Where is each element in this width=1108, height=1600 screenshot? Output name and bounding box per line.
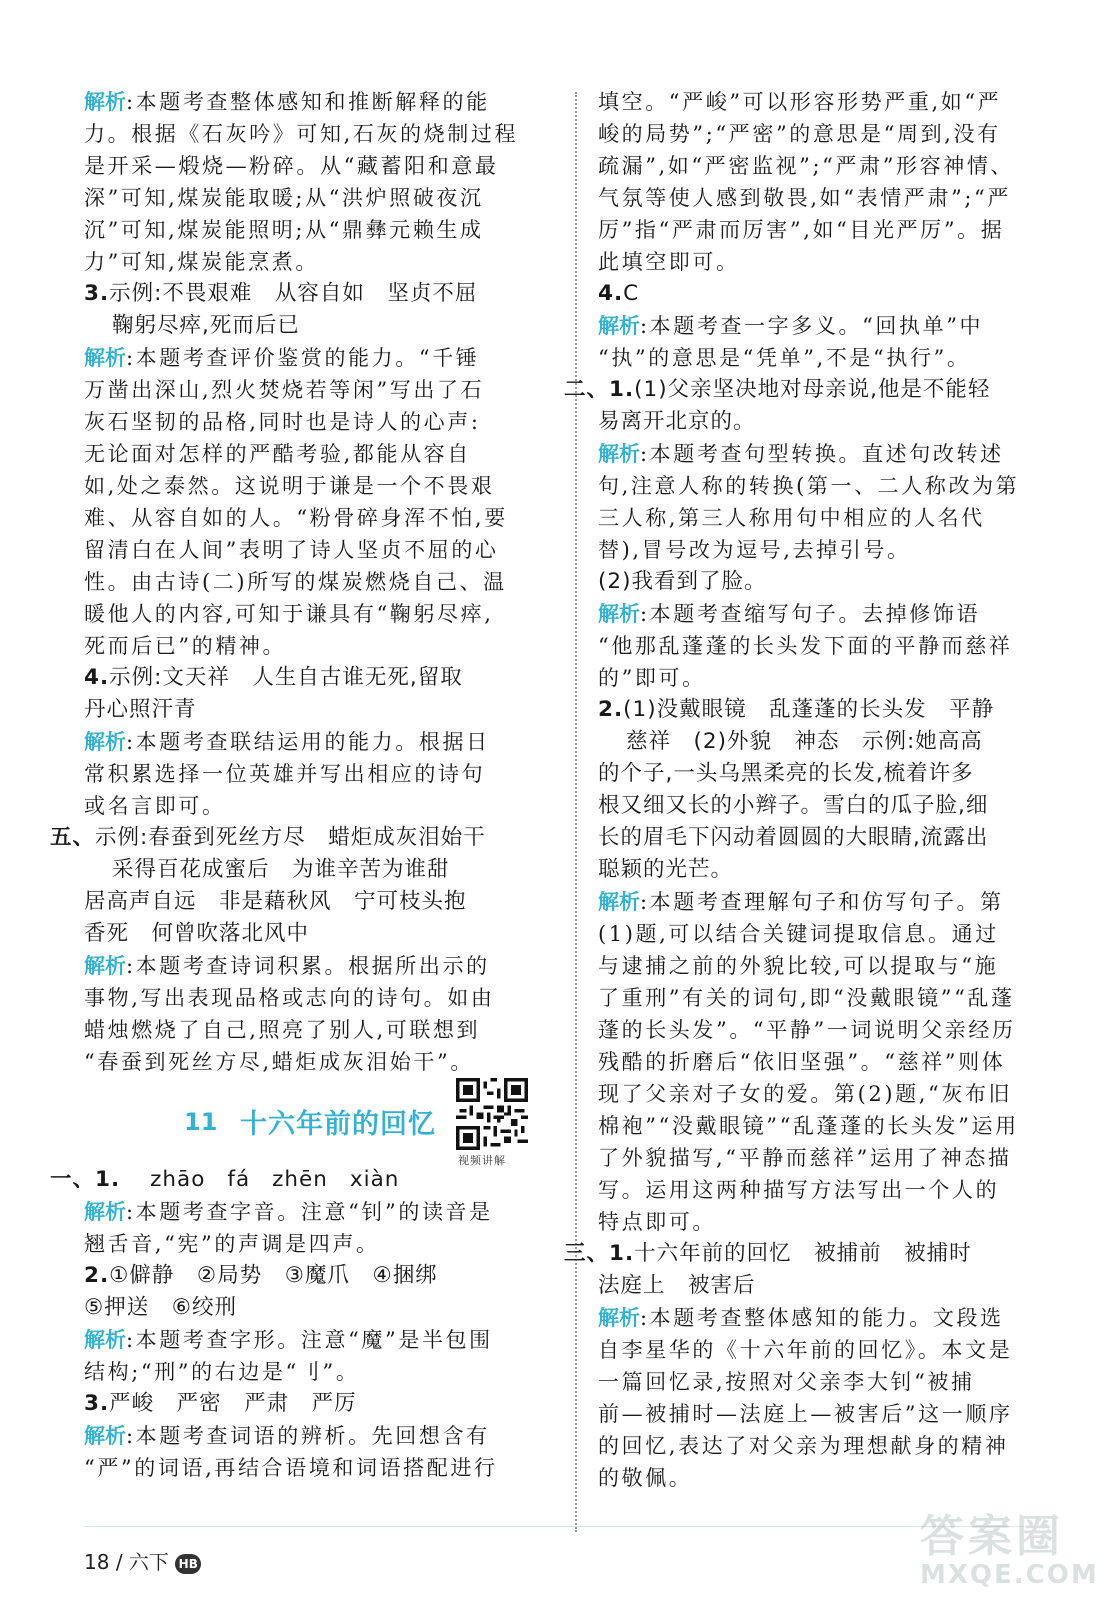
analysis-text: 现了父亲对子女的爱。第(2)题,“灰布旧 [598,1082,1013,1106]
footer-rule [84,1526,1024,1527]
analysis-text: :本题考查诗词积累。根据所出示的 [126,954,490,978]
item-number: 3. [84,1391,110,1416]
analysis-line [598,1366,1046,1398]
analysis-line [598,1110,1046,1142]
analysis-text: :本题考查整体感知的能力。文段选 [640,1306,1004,1330]
analysis-line [598,86,1046,118]
analysis-text: 的敬佩。 [598,1466,693,1490]
footer-separator: / [115,1550,123,1574]
answer-line [598,694,1046,726]
item-number: 二、1. [564,377,635,402]
watermark-text: 答案圈 [920,1511,1064,1562]
analysis-text: 与逮捕之前的外貌比较,可以提取与“施 [598,954,999,978]
analysis-line [84,1014,532,1046]
analysis-text: 深”可知,煤炭能取暖;从“洪炉照破夜沉 [84,186,484,210]
answer-text: 根又细又长的小辫子。雪白的瓜子脸,细 [598,793,989,818]
answer-text: ⑤押送 ⑥绞刑 [84,1295,238,1320]
answer-text: 十六年前的回忆 被捕前 被捕时 [634,1241,972,1266]
answer-line [84,1388,532,1420]
analysis-text: 万凿出深山,烈火焚烧若等闲”写出了石 [84,378,485,402]
analysis-line [84,1324,532,1356]
answer-line [84,886,532,918]
answer-text: 长的眉毛下闪动着圆圆的大眼睛,流露出 [598,825,989,850]
analysis-text: 厉”指“严肃而厉害”,如“目光严厉”。据 [598,218,1005,242]
watermark-logo [920,1500,1099,1590]
answer-text: 的个子,一头乌黑柔亮的长发,梳着许多 [598,761,974,786]
analysis-text: 灰石坚韧的品格,同时也是诗人的心声: [84,410,481,434]
analysis-text: 自李星华的《十六年前的回忆》。本文是 [598,1338,1013,1362]
analysis-text: 结构;“刑”的右边是“刂”。 [84,1360,360,1384]
analysis-tag: 解析 [598,602,640,626]
analysis-text: 性。由古诗(二)所写的煤炭燃烧自己、温 [84,570,507,594]
answer-line [598,758,1046,790]
analysis-text: 此填空即可。 [598,250,740,274]
pinyin-item: zhāo [150,1167,206,1192]
analysis-line [598,1078,1046,1110]
analysis-text: 翘舌音,“宪”的声调是四声。 [84,1232,380,1256]
analysis-line [598,630,1046,662]
analysis-line [598,1014,1046,1046]
analysis-line [84,598,532,630]
item-number: 2. [84,1263,110,1288]
analysis-line [598,502,1046,534]
answer-line [598,854,1046,886]
answer-line [50,822,532,854]
item-number: 三、1. [564,1241,635,1266]
analysis-text: 沉”可知,煤炭能照明;从“鼎彝元赖生成 [84,218,484,242]
analysis-text: 力。根据《石灰吟》可知,石灰的烧制过程 [84,122,519,146]
analysis-text: 死而后已”的精神。 [84,634,287,658]
analysis-line [84,342,532,374]
analysis-text: “他那乱蓬蓬的长头发下面的平静而慈祥 [598,634,1013,658]
analysis-text: 棉袍”“没戴眼镜”“乱蓬蓬的长头发”运用 [598,1114,1019,1138]
analysis-tag: 解析 [598,314,640,338]
lesson-number: 11 [184,1108,218,1136]
analysis-tag: 解析 [84,1200,126,1224]
answer-line [50,1164,532,1196]
analysis-line [84,1228,532,1260]
pinyin-item: fá [227,1167,251,1192]
item-number: 五、 [50,825,96,850]
analysis-line [598,118,1046,150]
analysis-text: 留清白在人间”表明了诗人坚贞不屈的心 [84,538,499,562]
analysis-tag: 解析 [84,1328,126,1352]
analysis-line [598,150,1046,182]
analysis-text: :本题考查句型转换。直述句改转述 [640,442,1004,466]
analysis-line [84,150,532,182]
analysis-tag: 解析 [84,954,126,978]
analysis-line [598,1142,1046,1174]
analysis-line [598,598,1046,630]
analysis-line [84,726,532,758]
analysis-line [84,1196,532,1228]
analysis-text: :本题考查联结运用的能力。根据日 [126,730,490,754]
analysis-text: 残酷的折磨后“依旧坚强”。“慈祥”则体 [598,1050,1006,1074]
answer-text: 慈祥 (2)外貌 神态 示例:她高高 [626,729,983,754]
analysis-tag: 解析 [84,90,126,114]
analysis-text: 的回忆,表达了对父亲为理想献身的精神 [598,1434,1009,1458]
analysis-text: 前—被捕时—法庭上—被害后”这一顺序 [598,1402,1013,1426]
analysis-tag: 解析 [598,890,640,914]
answer-text: 严峻 严密 严肃 严厉 [109,1391,357,1416]
analysis-text: 了重刑”有关的词句,即“没戴眼镜”“乱蓬 [598,986,1015,1010]
left-column [50,86,532,1484]
answer-text: ①僻静 ②局势 ③魔爪 ④捆绑 [109,1263,438,1288]
analysis-text: 或名言即可。 [84,794,226,818]
answer-line [84,918,532,950]
answer-text: 采得百花成蜜后 为谁辛苦为谁甜 [112,857,450,882]
answer-line [84,310,532,342]
analysis-text: :本题考查字形。注意“魔”是半包围 [126,1328,493,1352]
analysis-line [598,1334,1046,1366]
grade-label: 六下 [128,1550,169,1574]
analysis-text: 蓬的长头发”。“平静”一词说明父亲经历 [598,1018,1016,1042]
answer-text: 示例:春蚕到死丝方尽 蜡炬成灰泪始干 [95,825,486,850]
analysis-line [84,950,532,982]
answer-text: 易离开北京的。 [598,409,756,434]
item-number: 一、1. [50,1167,121,1192]
analysis-tag: 解析 [598,442,640,466]
analysis-text: 蜡烛燃烧了自己,照亮了别人,可联想到 [84,1018,481,1042]
analysis-text: :本题考查缩写句子。去掉修饰语 [640,602,981,626]
analysis-text: :本题考查词语的辨析。先回想含有 [126,1424,490,1448]
analysis-line [598,1430,1046,1462]
pinyin-item: zhēn [272,1167,328,1192]
analysis-tag: 解析 [84,1424,126,1448]
analysis-line [598,918,1046,950]
analysis-tag: 解析 [84,730,126,754]
answer-text: 示例:文天祥 人生自古谁无死,留取 [109,665,463,690]
analysis-text: 替),冒号改为逗号,去掉引号。 [598,538,911,562]
analysis-text: 三人称,第三人称用句中相应的人名代 [598,506,985,530]
answer-text: (2)我看到了脸。 [598,569,767,594]
analysis-text: :本题考查评价鉴赏的能力。“千锤 [126,346,480,370]
analysis-line [598,1174,1046,1206]
answer-line [564,1238,1046,1270]
analysis-line [84,86,532,118]
analysis-line [598,1302,1046,1334]
answer-line [84,662,532,694]
analysis-line [84,246,532,278]
analysis-text: 是开采—煅烧—粉碎。从“藏蓄阳和意最 [84,154,499,178]
item-number: 4. [598,281,624,306]
analysis-line [84,118,532,150]
analysis-text: 峻的局势”;“严密”的意思是“周到,没有 [598,122,1001,146]
answer-text: 香死 何曾吹落北风中 [84,921,310,946]
analysis-line [598,886,1046,918]
analysis-line [598,534,1046,566]
analysis-text: 的”即可。 [598,666,706,690]
qr-caption: 视频讲解 [458,1154,506,1167]
analysis-line [84,374,532,406]
analysis-text: (1)题,可以结合关键词提取信息。通过 [598,922,999,946]
analysis-text: :本题考查一字多义。“回执单”中 [640,314,984,338]
analysis-text: :本题考查理解句子和仿写句子。第 [640,890,1004,914]
analysis-text: :本题考查整体感知和推断解释的能 [126,90,490,114]
analysis-line [84,630,532,662]
answer-text: 聪颖的光芒。 [598,857,734,882]
analysis-text: 难、从容自如的人。“粉骨碎身浑不怕,要 [84,506,508,530]
analysis-text: 气氛等使人感到敬畏,如“表情严肃”;“严 [598,186,1011,210]
analysis-line [84,1452,532,1484]
answer-line [598,566,1046,598]
analysis-tag: 解析 [84,346,126,370]
answer-line [598,790,1046,822]
right-column [564,86,1046,1494]
answer-text: 丹心照汗青 [84,697,197,722]
lesson-header [84,1078,532,1167]
answer-text: C [623,281,640,306]
analysis-text: 一篇回忆录,按照对父亲李大钊“被捕 [598,1370,975,1394]
answer-text: 法庭上 被害后 [598,1273,756,1298]
lesson-title: 十六年前的回忆 [240,1109,436,1140]
answer-line [84,278,532,310]
answer-line [84,854,532,886]
analysis-line [598,342,1046,374]
analysis-line [598,1046,1046,1078]
analysis-text: 了外貌描写,“平静而慈祥”运用了神态描 [598,1146,1012,1170]
analysis-line [598,438,1046,470]
page-number: 18 [84,1550,110,1574]
answer-text: 鞠躬尽瘁,死而后已 [112,313,300,338]
analysis-tag: 解析 [598,1306,640,1330]
answer-text: (1)没戴眼镜 乱蓬蓬的长头发 平静 [623,697,995,722]
item-number: 2. [598,697,624,722]
analysis-text: “春蚕到死丝方尽,蜡炬成灰泪始干”。 [84,1050,474,1074]
column-divider [575,92,577,1532]
analysis-line [598,982,1046,1014]
analysis-text: :本题考查字音。注意“钊”的读音是 [126,1200,493,1224]
analysis-line [84,214,532,246]
analysis-text: 如,处之泰然。这说明于谦是一个不畏艰 [84,474,495,498]
analysis-line [598,310,1046,342]
analysis-line [598,182,1046,214]
answer-line [564,374,1046,406]
analysis-text: 暖他人的内容,可知于谦具有“鞠躬尽瘁, [84,602,494,626]
analysis-text: 无论面对怎样的严酷考验,都能从容自 [84,442,471,466]
answer-line [598,822,1046,854]
watermark-url: MXQE.COM [920,1560,1099,1590]
analysis-line [598,950,1046,982]
answer-text: (1)父亲坚决地对母亲说,他是不能轻 [634,377,991,402]
answer-text: 示例:不畏艰难 从容自如 坚贞不屈 [109,281,478,306]
analysis-line [84,1420,532,1452]
analysis-line [84,470,532,502]
analysis-line [84,406,532,438]
page-footer [84,1546,201,1575]
analysis-line [84,790,532,822]
qr-code[interactable] [456,1078,528,1150]
answer-line [598,406,1046,438]
analysis-text: 写。运用这两种描写方法写出一个人的 [598,1178,1000,1202]
answer-line [84,1260,532,1292]
analysis-line [84,566,532,598]
analysis-text: 特点即可。 [598,1210,716,1234]
analysis-line [84,982,532,1014]
item-number: 4. [84,665,110,690]
analysis-line [598,662,1046,694]
analysis-line [598,1462,1046,1494]
edition-badge: HB [175,1554,201,1574]
analysis-text: 力”可知,煤炭能烹煮。 [84,250,320,274]
analysis-line [598,246,1046,278]
analysis-text: 事物,写出表现品格或志向的诗句。如由 [84,986,495,1010]
answer-line [84,694,532,726]
answer-line [598,278,1046,310]
analysis-line [84,758,532,790]
answer-text: 居高声自远 非是藉秋风 宁可枝头抱 [84,889,467,914]
analysis-text: 填空。“严峻”可以形容形势严重,如“严 [598,90,1002,114]
analysis-line [84,1356,532,1388]
analysis-line [598,1398,1046,1430]
analysis-text: “执”的意思是“凭单”,不是“执行”。 [598,346,971,370]
analysis-line [84,182,532,214]
analysis-text: “严”的词语,再结合语境和词语搭配进行 [84,1456,498,1480]
analysis-line [598,1206,1046,1238]
analysis-line [84,502,532,534]
analysis-line [84,1046,532,1078]
answer-line [598,1270,1046,1302]
analysis-text: 句,注意人称的转换(第一、二人称改为第 [598,474,1020,498]
analysis-text: 疏漏”,如“严密监视”;“严肃”形容神情、 [598,154,1015,178]
analysis-line [84,534,532,566]
item-number: 3. [84,281,110,306]
answer-line [84,1292,532,1324]
analysis-text: 常积累选择一位英雄并写出相应的诗句 [84,762,486,786]
analysis-line [598,214,1046,246]
analysis-line [84,438,532,470]
analysis-line [598,470,1046,502]
pinyin-item: xiàn [349,1167,400,1192]
answer-line [598,726,1046,758]
